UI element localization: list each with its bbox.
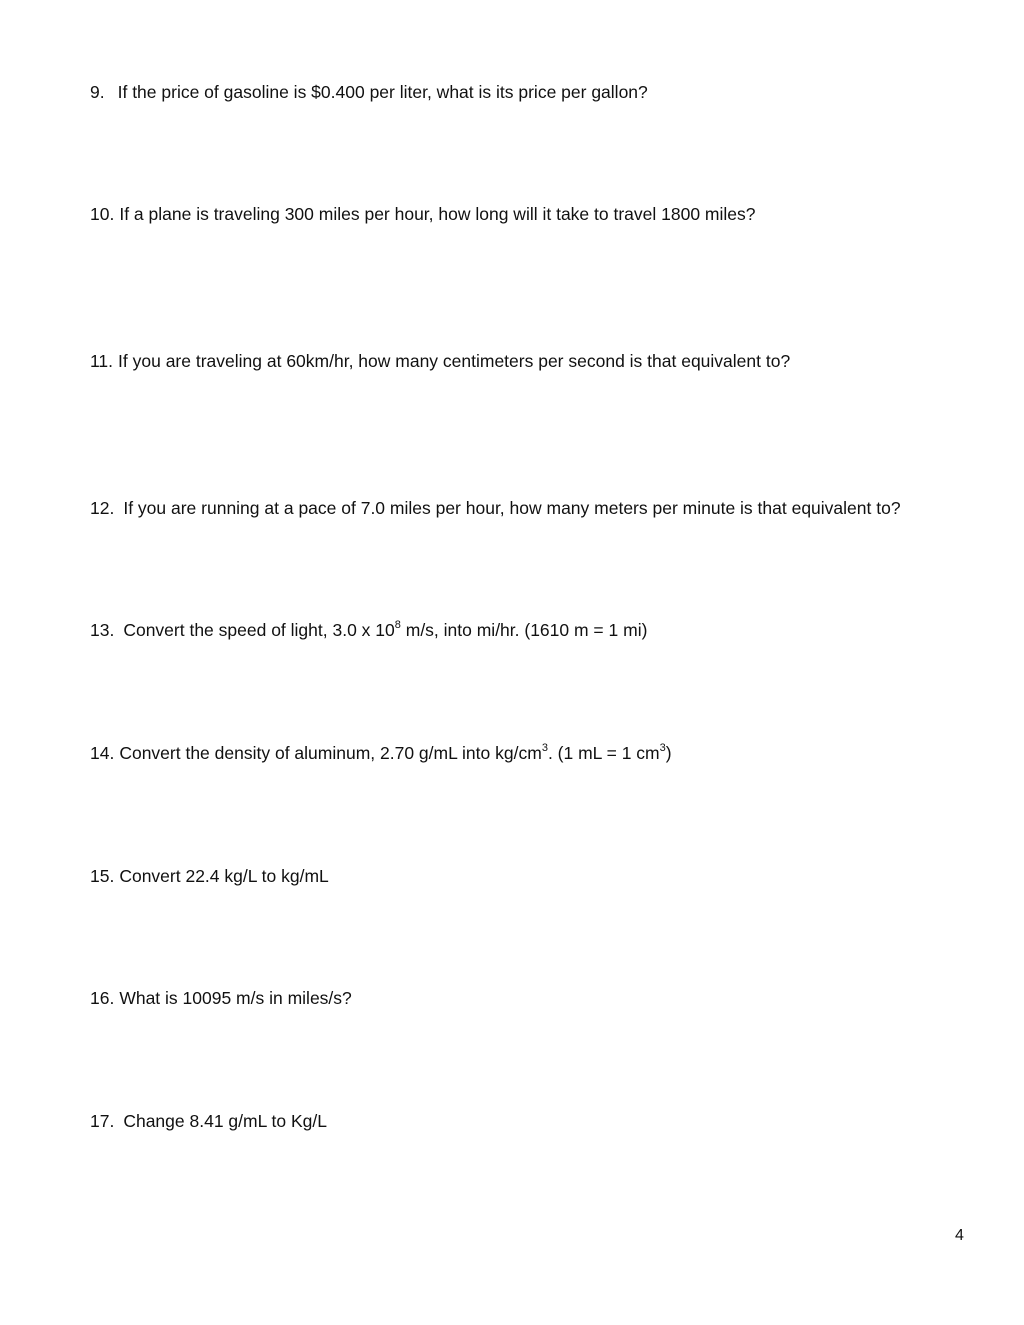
question-11 [90, 350, 790, 372]
question-9 [90, 81, 648, 103]
question-number: 15. [90, 866, 115, 886]
exponent: 3 [541, 742, 548, 755]
question-17 [90, 1110, 327, 1132]
question-text: If you are traveling at 60km/hr, how many centimeters per second is that equivalent to? [118, 351, 791, 371]
question-number: 12. [90, 498, 115, 518]
question-text-part: ) [665, 743, 672, 763]
question-number: 9. [90, 82, 105, 102]
question-text: If the price of gasoline is $0.400 per liter, what is its price per gallon? [117, 82, 648, 102]
question-number: 11. [90, 351, 114, 371]
question-15 [90, 865, 329, 887]
question-number: 14. [90, 743, 115, 763]
question-text-part: Convert the density of aluminum, 2.70 g/mL into kg/cm [119, 743, 542, 763]
question-10 [90, 203, 756, 225]
question-12 [90, 497, 901, 519]
page-number: 4 [955, 1227, 964, 1244]
question-text: What is 10095 m/s in miles/s? [119, 988, 352, 1008]
question-13 [90, 619, 647, 641]
question-number: 16. [90, 988, 115, 1008]
exponent: 3 [659, 742, 666, 755]
question-text-part: Convert the speed of light, 3.0 x 10 [123, 620, 395, 640]
question-text-part: m/s, into mi/hr. (1610 m = 1 mi) [400, 620, 648, 640]
question-number: 10. [90, 204, 115, 224]
question-number: 17. [90, 1111, 115, 1131]
question-text: Change 8.41 g/mL to Kg/L [123, 1111, 327, 1131]
exponent: 8 [394, 619, 401, 632]
question-14 [90, 742, 672, 764]
question-text: If a plane is traveling 300 miles per hour, how long will it take to travel 1800 miles? [119, 204, 756, 224]
question-16 [90, 987, 352, 1009]
question-text: If you are running at a pace of 7.0 miles per hour, how many meters per minute is that equivalent to? [123, 498, 901, 518]
question-text-part: . (1 mL = 1 cm [547, 743, 660, 763]
question-number: 13. [90, 620, 115, 640]
question-text: Convert 22.4 kg/L to kg/mL [119, 866, 329, 886]
